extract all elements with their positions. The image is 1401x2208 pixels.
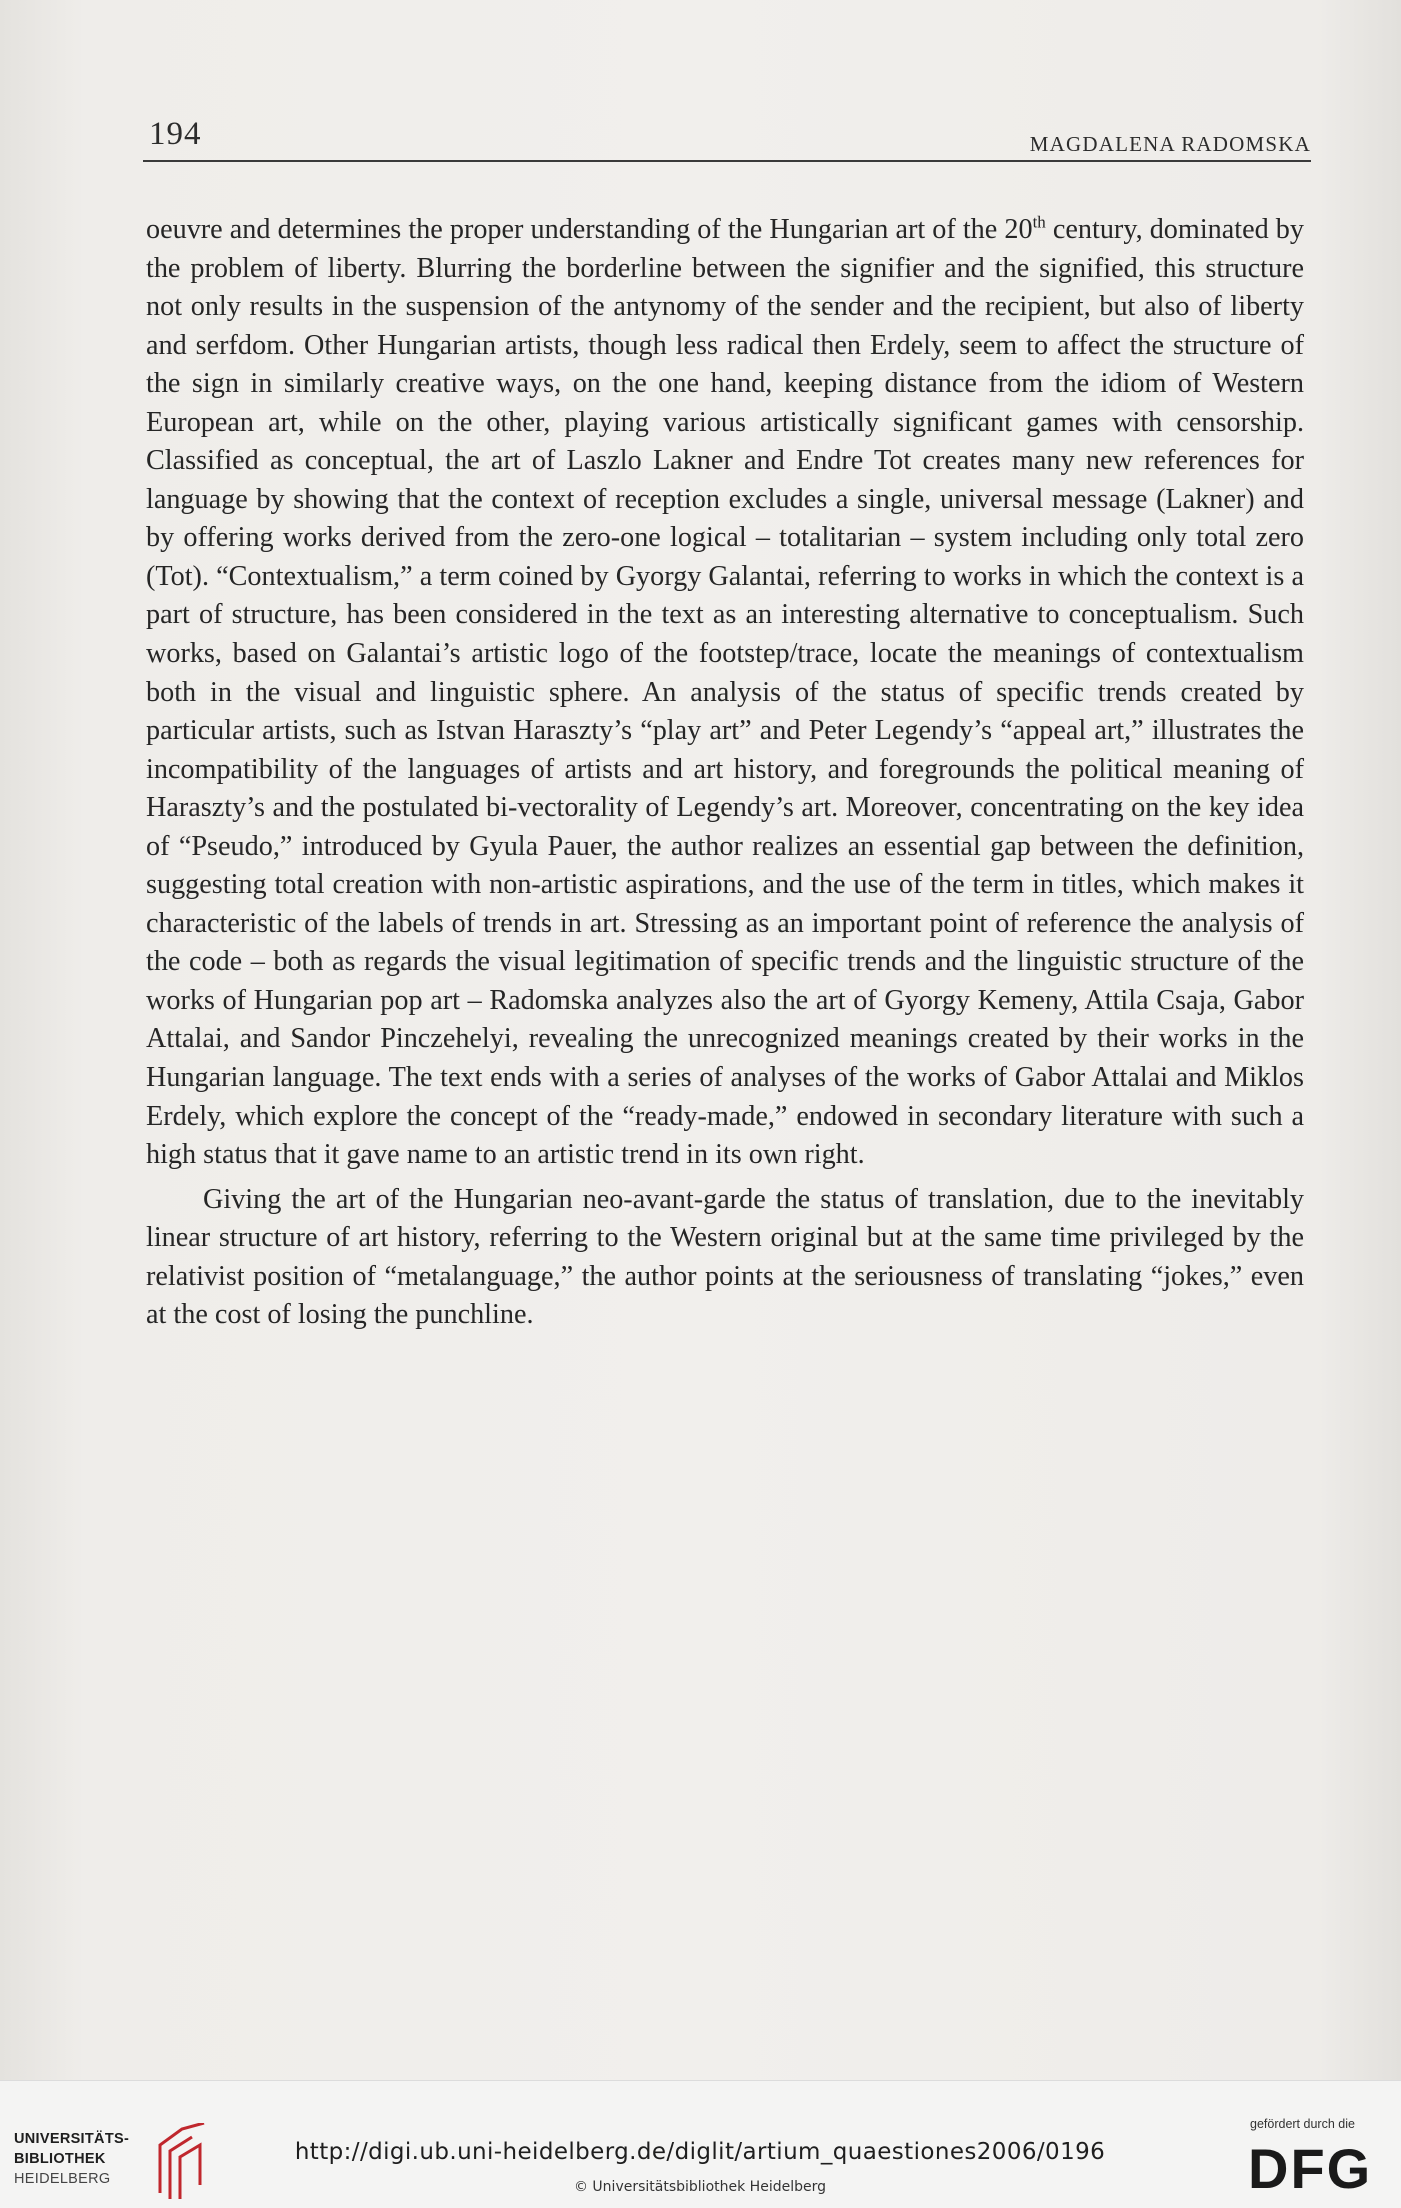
copyright-notice: © Universitätsbibliothek Heidelberg xyxy=(573,2179,826,2195)
source-url-link[interactable]: http://digi.ub.uni-heidelberg.de/diglit/artium_quaestiones2006/0196 xyxy=(294,2139,1106,2165)
page-header xyxy=(143,112,1311,162)
dfg-logo-icon[interactable] xyxy=(1246,2136,1378,2196)
dfg-logo-text: DFG xyxy=(1248,2137,1373,2196)
ub-emblem-icon xyxy=(156,2123,208,2201)
funder-caption: gefördert durch die xyxy=(1250,2117,1355,2131)
paragraph-1-rest: century, dominated by the problem of liberty. Blurring the borderline between the signifier and the signified, this structure not only results in the suspension of the antynomy of the sender and the recipient, but also of liberty and serfdom. Other Hungarian artists, though less radical then Erdely, seem to affect the structure of the sign in similarly creative ways, on the one hand, keeping distance from the idiom of Western European art, while on the other, playing various artistically significant games with censorship. Classified as conceptual, the art of Laszlo Lakner and Endre Tot creates many new references for language by showing that the context of reception excludes a single, universal message (Lakner) and by offering works derived from the zero-one logical – totalitarian – system including only total zero (Tot). “Contextualism,” a term coined by Gyorgy Galantai, referring to works in which the context is a part of structure, has been considered in the text as an interesting alternative to conceptualism. Such works, based on Galantai’s artistic logo of the footstep/trace, locate the meanings of contextualism both in the visual and linguistic sphere. An analysis of the status of specific trends created by particular artists, such as Istvan Haraszty’s “play art” and Peter Legendy’s “appeal art,” illustrates the incompatibility of the languages of artists and art history, and foregrounds the political meaning of Haraszty’s and the postulated bi-vectorality of Legendy’s art. Moreover, concentrating on the key idea of “Pseudo,” introduced by Gyula Pauer, the author realizes an essential gap between the definition, suggesting total creation with non-artistic aspirations, and the use of the term in titles, which makes it characteristic of the labels of trends in art. Stressing as an important point of reference the analysis of the code – both as regards the visual legitimation of specific trends and the linguistic structure of the works of Hungarian pop art – Radomska analyzes also the art of Gyorgy Kemeny, Attila Csaja, Gabor Attalai, and Sandor Pinczehelyi, revealing the unrecognized meanings created by their works in the Hungarian language. The text ends with a series of analyses of the works of Gabor Attalai and Miklos Erdely, which explore the concept of the “ready-made,” endowed in secondary literature with such a high status that it gave name to an artistic trend in its own right. xyxy=(146,214,1304,1171)
library-name-line-2: BIBLIOTHEK xyxy=(14,2151,106,2167)
library-name-line-1: UNIVERSITÄTS- xyxy=(14,2131,130,2147)
page-number: 194 xyxy=(149,116,202,152)
body-text xyxy=(146,211,1304,1335)
library-name-line-3: HEIDELBERG xyxy=(14,2171,111,2187)
university-library-logo[interactable] xyxy=(14,2131,194,2201)
superscript-th: th xyxy=(1032,212,1046,232)
running-head: MAGDALENA RADOMSKA xyxy=(1029,132,1311,156)
paragraph-1 xyxy=(146,211,1304,1175)
paragraph-1-start: oeuvre and determines the proper understanding of the Hungarian art of the 20 xyxy=(146,214,1033,245)
digitization-footer xyxy=(0,2080,1401,2208)
paragraph-2: Giving the art of the Hungarian neo-avant-garde the status of translation, due to the inevitably linear structure of art history, referring to the Western original but at the same time privileged by the relativist position of “metalanguage,” the author points at the seriousness of translating “jokes,” even at the cost of losing the punchline. xyxy=(146,1183,1304,1331)
